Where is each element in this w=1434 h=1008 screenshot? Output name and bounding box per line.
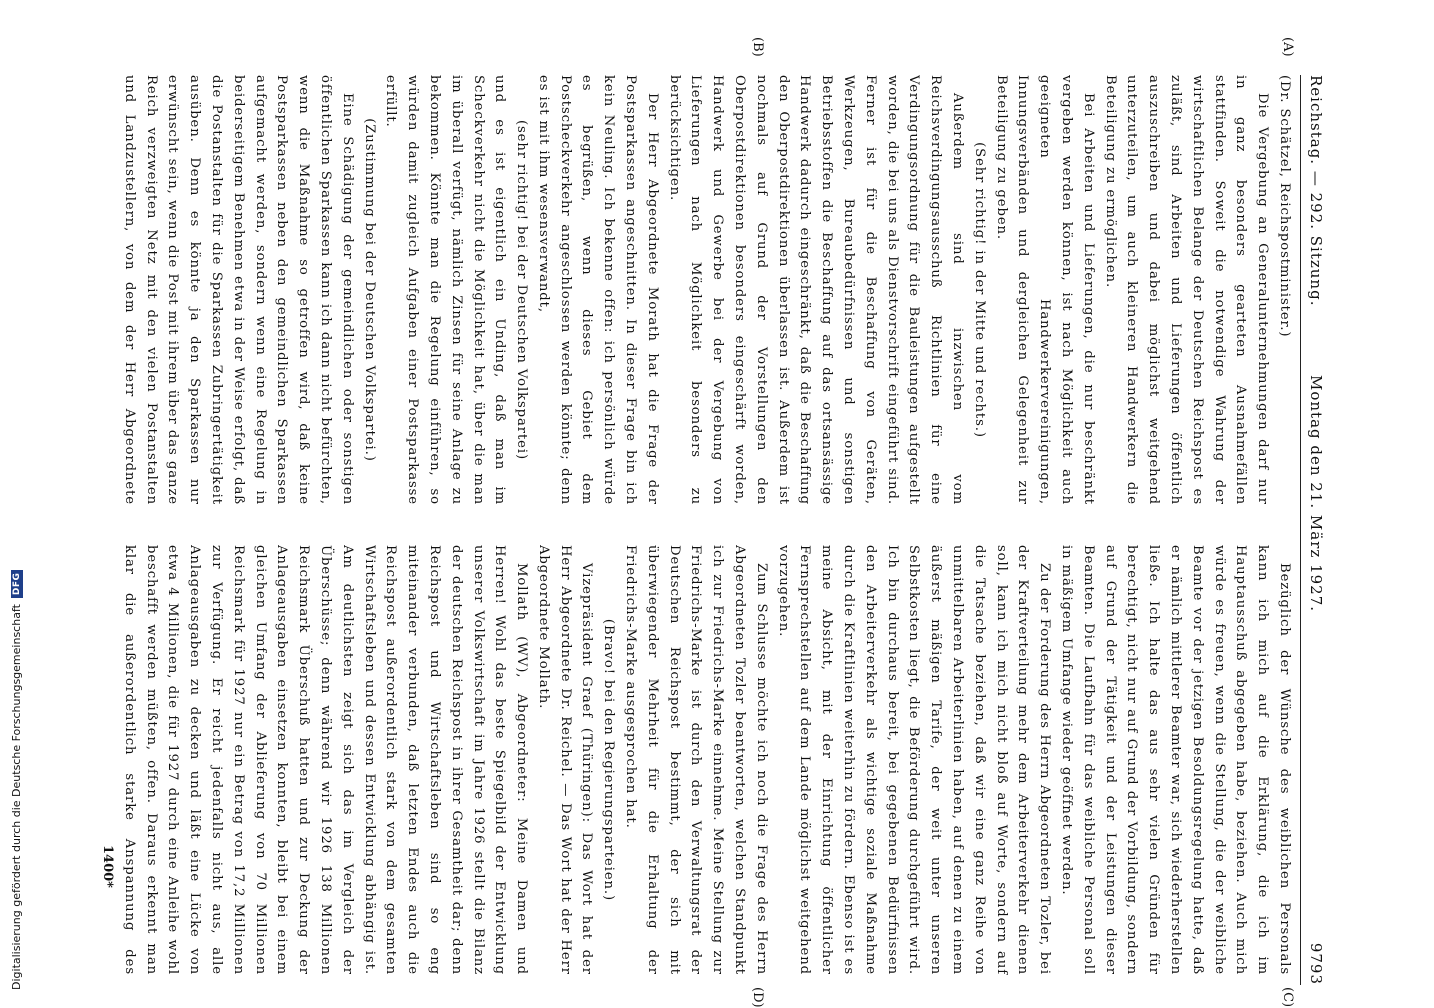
right-column [115,545,1295,975]
header-rule [1300,75,1301,985]
digitization-credit-strip [0,0,23,1000]
paragraph: Zum Schlusse möchte ich noch die Frage des Herrn Abgeordneten Tozler beantworten, welchen Standpunkt ich zur Friedrichs-Marke einnehme. Meine Stellung zur Friedrichs-Marke ist durch den Verwaltungsrat der Deutschen Reichspost bestimmt, der sich mit überwiegender Mehrheit für die Erhaltung der Friedrichs-Marke ausgesprochen hat. [623,545,769,975]
interjection: (Bravo! bei den Regierungsparteien.) [601,618,617,902]
digitization-credit: Digitalisierung gefördert durch die Deutsche Forschungsgemeinschaft [10,604,23,990]
paragraph: und es ist eigentlich ein Unding, daß man im Scheckverkehr nicht die Möglichkeit hat, über die man im überall verfügt, nämlich Zinsen für seine Anlage zu bekommen. Könnte man die Regelung einführen, so würden damit zugleich Aufgaben einer Postsparkasse erfüllt. [383,75,508,505]
paragraph: Vizepräsident Graef (Thüringen): Das Wort hat der Herr Abgeordnete Dr. Reichel. — Das Wort hat der Herr Abgeordnete Mollath. [535,545,595,975]
paragraph: Mollath (WV), Abgeordneter: Meine Damen und Herren! Wohl das beste Spiegelbild der Entwicklung unserer Volkswirtschaft im Jahre 1926 stellt die Bilanz der deutschen Reichspost in ihrer Gesamtheit dar; denn Reichspost und Wirtschaftsleben sind so eng miteinander verbunden, daß letzten Endes auch die Reichspost außerordentlich stark von dem gesamten Wirtschaftsleben und dessen Entwicklung abhängig ist. Am deutlichsten zeigt sich das im Vergleich der Überschüsse; denn während wir 1926 138 Millionen Reichsmark Überschuß hatten und zur Deckung der Anlageausgaben einsetzen konnten, bleibt bei einem gleichen Umfang der Ablieferung von 70 Millionen Reichsmark für 1927 nur ein Betrag von 17,2 Millionen zur Verfügung. Er reicht jedenfalls nicht aus, alle Anlageausgaben zu decken und läßt eine Lücke von etwa 4 Millionen, die für 1927 durch eine Anleihe wohl beschafft werden müßten, offen. Daraus erkennt man klar die außerordentlich starke Anspannung des [121,545,530,975]
page-code: 1400* [100,845,115,888]
interjection: (Zustimmung bei der Deutschen Volkspartei.) [361,118,377,462]
dfg-logo: DFG [11,570,23,599]
header-session: Reichstag. — 292. Sitzung. [1307,75,1325,307]
interjection: (Sehr richtig! in der Mitte und rechts.) [971,142,987,438]
margin-mark-b: (B) [750,37,765,57]
paragraph: Eine Schädigung der gemeindlichen oder sonstigen öffentlichen Sparkassen kann ich dann nicht befürchten, wenn die Maßnahme so getroffen wird, daß keine Postsparkassen neben den gemeindlichen Sparkassen aufgemacht werden, sondern wenn eine Regelung in beiderseitigem Benehmen etwa in der Weise erfolgt, daß die Postanstalten für die Sparkassen Zubringertätigkeit ausüben. Denn es könnte ja den Sparkassen nur erwünscht sein, wenn die Post mit ihrem über das ganze Reich verzweigten Netz mit den vielen Postanstalten und Landzustellern, von dem der Herr Abgeordnete [121,75,355,505]
page-header [1303,75,1325,985]
left-column [115,75,1295,505]
interjection: (sehr richtig! bei der Deutschen Volkspartei) [514,119,530,461]
header-date: Montag den 21. März 1927. [1307,375,1325,613]
header-page-number: 9793 [1307,942,1325,985]
paragraph: Außerdem sind inzwischen vom Reichsverdingungsausschuß Richtlinien für eine Verdingungsordnung für die Bauleistungen aufgestellt worden, die bei uns als Dienstvorschrift eingeführt sind. Ferner ist für die Beschaffung von Geräten, Werkzeugen, Bureaubedürfnissen und sonstigen Betriebsstoffen die Beschaffung auf das ortsansässige Handwerk dadurch eingeschränkt, daß die Beschaffung den Oberpostdirektionen überlassen ist. Außerdem ist nochmals auf Grund der Vorstellungen den Oberpostdirektionen besonders eingeschärft worden, Handwerk und Gewerbe bei der Vergebung von Lieferungen nach Möglichkeit besonders zu berücksichtigen. [666,75,966,505]
margin-mark-a: (A) [1280,37,1295,57]
paragraph: Zu der Forderung des Herrn Abgeordneten Tozler, bei der Kraftverteilung mehr dem Arbeiterverkehr dienen soll, kann ich mich nicht bloß auf Worte, sondern auf die Tatsache beziehen, daß wir eine ganz Reihe von unmittelbaren Arbeiterlinien haben, auf denen zu einem äußerst mäßigen Tarife, der weit unter unseren Selbstkosten liegt, die Beförderung durchgeführt wird. Ich bin durchaus bereit, bei gegebenen Bedürfnissen den Arbeiterverkehr als wichtige soziale Maßnahme durch die Kraftlinien weiterhin zu fördern. Ebenso ist es meine Absicht, mit der Einrichtung öffentlicher Fernsprechstellen auf dem Lande möglichst weitgehend vorzugehen. [775,545,1053,975]
paragraph: Die Vergebung an Generalunternehmungen darf nur in ganz besonders gearteten Ausnahmefällen stattfinden. Soweit die notwendige Wahrung der wirtschaftlichen Belange der Deutschen Reichspost es zuläßt, sind Arbeiten und Lieferungen öffentlich auszuschreiben und dabei möglichst weitgehend unterzuteilen, um auch kleineren Handwerkern die Beteiligung zu ermöglichen. [1102,75,1271,505]
margin-mark-d: (D) [750,987,765,1008]
speaker-attribution: (Dr. Schätzel, Reichspostminister.) [1277,75,1292,338]
paragraph: Der Herr Abgeordnete Morath hat die Frage der Postsparkassen angeschnitten. In dieser Frage bin ich kein Neuling. Ich bekenne offen: ich persönlich würde es begrüßen, wenn dieses Gebiet dem Postscheckverkehr angeschlossen werden könnte; denn es ist mit ihm wesensverwandt, [535,75,660,505]
document-page [100,37,1325,1008]
paragraph: Bezüglich der Wünsche des weiblichen Personals kann ich mich auf die Erklärung, die ich im Hauptausschuß abgegeben habe, beziehen. Auch mich würde es freuen, wenn die Stellung, die der weibliche Beamte vor der jetzigen Besoldungsregelung hatte, daß er nämlich mittlerer Beamter war, sich wiederherstellen ließe. Ich halte das aus sehr vielen Gründen für berechtigt, nicht nur auf Grund der Vorbildung, sondern auf Grund der Tätigkeit und der Leistungen dieser Beamten. Die Laufbahn für das weibliche Personal soll in mäßigem Umfange wieder geöffnet werden. [1059,545,1292,975]
margin-mark-c: (C) [1280,987,1295,1008]
paragraph: Bei Arbeiten und Lieferungen, die nur beschränkt vergeben werden können, ist nach Möglichkeit auch geeigneten Handwerkervereinigungen, Innungsverbänden und dergleichen Gelegenheit zur Beteiligung zu geben. [993,75,1096,505]
